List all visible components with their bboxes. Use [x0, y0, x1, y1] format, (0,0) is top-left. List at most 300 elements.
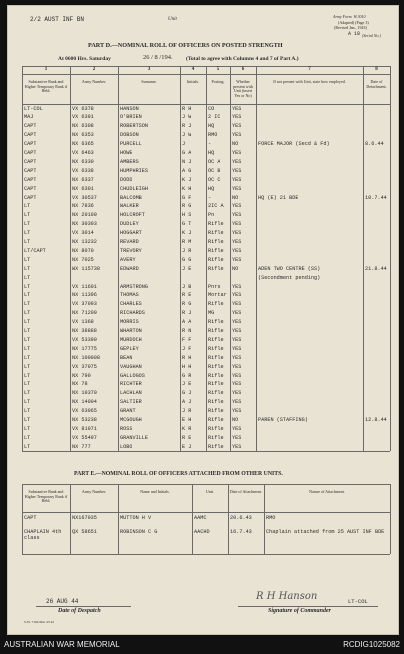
table-cell: VX 81071 [72, 425, 97, 432]
table-cell: NX 14004 [72, 399, 97, 406]
table-cell: A J [182, 399, 192, 406]
part-e-cell: AAMC [194, 515, 207, 521]
table-cell: G R [182, 372, 192, 379]
table-cell: NO [232, 265, 239, 272]
table-cell: LT [24, 292, 31, 299]
table-cell: (Secondment pending) [258, 274, 321, 281]
table-cell: ADEN TWO CENTRE (SS) [258, 265, 321, 272]
part-e-cell: Chaplain attached from 25 AUST INF BDE [266, 529, 385, 535]
despatch-label: Date of Despatch [58, 608, 101, 614]
table-cell: NO [232, 141, 239, 148]
form-line1: Army Form. W.3010 [333, 14, 366, 19]
table-cell: LT [24, 239, 31, 245]
part-e-column-rule [390, 484, 391, 554]
table-cell: R M [182, 239, 192, 245]
table-cell: LT [24, 230, 31, 237]
table-cell: Rifle [208, 221, 224, 228]
table-cell: VX 37093 [72, 301, 97, 308]
table-cell: NX 6353 [72, 132, 94, 139]
table-cell: VX 3014 [72, 230, 94, 237]
part-e-cell: RMO [266, 515, 276, 521]
table-cell: RMO [208, 132, 218, 139]
table-cell: REVARD [120, 239, 139, 245]
table-cell: YES [232, 212, 242, 219]
table-cell: BALCOMB [120, 194, 142, 201]
table-cell: HQ [208, 123, 215, 130]
table-cell: CAPT [24, 123, 37, 130]
table-cell: Rifle [208, 399, 224, 406]
table-cell: YES [232, 203, 242, 210]
table-cell: Rifle [208, 443, 224, 450]
column-header: Posting. [211, 79, 225, 84]
table-cell: J E [182, 265, 192, 272]
table-cell: ROSS [120, 425, 133, 432]
table-cell: GRANVILLE [120, 434, 149, 441]
table-cell: R N [182, 328, 192, 334]
table-cell: HUMPHRIES [120, 167, 149, 174]
table-cell: YES [232, 247, 242, 254]
column-number: 4 [191, 67, 195, 72]
table-cell: LT [24, 408, 31, 415]
table-cell: YES [232, 132, 242, 139]
table-cell: LT [24, 443, 31, 450]
table-cell: F F [182, 336, 192, 343]
table-cell: YES [232, 221, 242, 228]
part-d-subtitle-suffix: (Total to agree with Columns 4 and 7 of Part A.) [186, 56, 299, 62]
table-cell: E H [182, 417, 192, 423]
table-cell: DODD [120, 176, 133, 183]
table-cell: GEPLEY [120, 345, 139, 352]
table-cell: O'BRIEN [120, 114, 142, 121]
table-cell: YES [232, 328, 242, 334]
table-cell: NX 53238 [72, 417, 97, 423]
column-rule [256, 66, 257, 451]
table-cell: PURCELL [120, 141, 142, 148]
signature-scrawl: R H Hanson [256, 591, 318, 602]
table-cell: NX 20100 [72, 212, 97, 219]
table-cell: NX 78 [72, 381, 88, 388]
table-cell: LOBO [120, 443, 133, 450]
table-cell: R J [182, 123, 192, 130]
table-cell: NO [232, 194, 239, 201]
table-cell: CO [208, 105, 215, 112]
table-cell: NX 777 [72, 443, 91, 450]
table-cell: GALLOGOS [120, 372, 145, 379]
table-cell: CHARLES [120, 301, 142, 308]
table-cell: LT [24, 336, 31, 343]
table-cell: LT [24, 221, 31, 228]
column-rule [230, 66, 231, 451]
form-sheet [7, 5, 399, 635]
part-e-column-header: Substantive Rank and Higher Temporary Rank if Held. [24, 489, 68, 504]
table-cell: DOBSON [120, 132, 139, 139]
part-e-cell: QX 58651 [72, 529, 97, 535]
unit-label: Unit [168, 17, 177, 22]
table-cell: G J [182, 390, 192, 397]
table-cell: 8.6.44 [365, 141, 384, 148]
table-cell: LT [24, 354, 31, 361]
part-e-cell: CAPT [24, 515, 37, 521]
table-cell: ROBERTSON [120, 123, 149, 130]
table-cell: E J [182, 443, 192, 450]
table-cell: J B [182, 283, 192, 290]
table-cell: HANSON [120, 105, 139, 112]
table-cell: J F [182, 345, 192, 352]
table-cell: LT [24, 425, 31, 432]
table-cell: MAJ [24, 114, 34, 121]
signature-line [238, 606, 378, 607]
column-header: Surname. [141, 79, 157, 84]
column-number: 7 [308, 67, 311, 72]
table-cell: LT [24, 363, 31, 370]
table-cell: YES [232, 283, 242, 290]
column-number: 1 [44, 67, 48, 72]
table-cell: ARMSTRONG [120, 283, 149, 290]
table-cell: FORCE MAJOR (Secd & Fd) [258, 141, 330, 148]
part-e-cell: AACHD [194, 529, 210, 535]
table-cell: G G [182, 256, 192, 263]
column-rule [363, 66, 364, 451]
table-cell: NX 10370 [72, 390, 97, 397]
table-cell: 2 IC [208, 114, 221, 121]
table-cell: VX 6391 [72, 114, 94, 121]
table-cell: Rifle [208, 256, 224, 263]
part-e-cell: 20.6.43 [230, 515, 252, 521]
table-cell: J R [182, 408, 192, 415]
serial-value: A 18 [348, 31, 361, 37]
table-cell: Rifle [208, 319, 224, 326]
table-cell: HQ [208, 185, 215, 192]
table-cell: CAPT [24, 194, 37, 201]
table-cell: NX 7025 [72, 256, 94, 263]
table-cell: LT [24, 310, 31, 317]
table-cell: K J [182, 230, 192, 237]
table-cell: THOMAS [120, 292, 139, 299]
column-rule [22, 66, 23, 451]
table-cell: NX 38888 [72, 328, 97, 334]
caption-right: RCDIG1025082 [343, 640, 400, 649]
table-cell: LT [24, 283, 31, 290]
table-cell: LT [24, 203, 31, 210]
part-e-border-top [22, 484, 390, 485]
table-cell: YES [232, 319, 242, 326]
table-cell: YES [232, 167, 242, 174]
table-cell: WX 115738 [72, 265, 101, 272]
table-cell: OC C [208, 176, 221, 183]
table-cell: NX 17775 [72, 345, 97, 352]
table-cell: MURDOCH [120, 336, 142, 343]
column-header: Army Number. [81, 79, 107, 84]
table-cell: MORRIS [120, 319, 139, 326]
table-cell: HOLCROFT [120, 212, 145, 219]
table-cell: - [208, 141, 212, 148]
part-e-column-header: Army Number. [81, 489, 107, 494]
table-cell: YES [232, 239, 242, 245]
table-cell: J [182, 141, 186, 148]
table-cell: YES [232, 425, 242, 432]
table-cell: LT [24, 274, 31, 281]
table-cell: NX 7836 [72, 203, 94, 210]
part-e-cell: ROBINSON C G [120, 529, 158, 535]
table-cell: VX 1368 [72, 319, 94, 326]
table-cell: OC B [208, 167, 221, 174]
table-cell: NX 100008 [72, 354, 101, 361]
table-cell: VX 6463 [72, 150, 94, 156]
table-cell: Rifle [208, 354, 224, 361]
table-cell: R J [182, 310, 192, 317]
table-cell: Rifle [208, 390, 224, 397]
table-cell: CAPT [24, 185, 37, 192]
part-e-cell: NX167035 [72, 515, 97, 521]
table-cell: YES [232, 105, 242, 112]
table-cell: RICHTER [120, 381, 142, 388]
table-cell: LT [24, 372, 31, 379]
table-cell: YES [232, 434, 242, 441]
table-cell: EDWARD [120, 265, 139, 272]
table-cell: YES [232, 399, 242, 406]
table-cell: YES [232, 390, 242, 397]
table-cell: H H [182, 363, 192, 370]
table-cell: R E [182, 292, 192, 299]
despatch-line [36, 606, 131, 607]
column-rule [206, 66, 207, 451]
table-cell: R E [182, 434, 192, 441]
table-cell: Pn [208, 212, 215, 219]
table-cell: R H [182, 105, 192, 112]
table-cell: HQ (E) 21 BDE [258, 194, 299, 201]
table-cell: NX 6308 [72, 123, 94, 130]
table-cell: VX 55497 [72, 434, 97, 441]
table-cell: VX 53390 [72, 336, 97, 343]
form-line2: (Adapted) (Page 3) [338, 20, 369, 25]
table-cell: Pnrs [208, 283, 221, 290]
part-e-header-rule [22, 512, 390, 513]
table-cell: LT [24, 381, 31, 388]
table-cell: VX 11601 [72, 283, 97, 290]
part-e-cell: 16.7.43 [230, 529, 252, 535]
table-cell: VAUGHAN [120, 363, 142, 370]
table-cell: LACHLAN [120, 390, 142, 397]
part-e-column-header: Nature of Attachment. [309, 489, 345, 494]
table-cell: NX 71209 [72, 310, 97, 317]
table-cell: AVERY [120, 256, 136, 263]
signature-rank: LT-COL [348, 598, 368, 605]
table-cell: G A [182, 150, 192, 156]
table-cell: HOWE [120, 150, 133, 156]
column-header: If not present with Unit, state how employed. [273, 79, 346, 84]
table-cell: YES [232, 408, 242, 415]
column-number: 8 [375, 67, 378, 72]
table-cell: YES [232, 336, 242, 343]
table-cell: R G [182, 301, 192, 308]
column-number: 3 [147, 67, 151, 72]
table-cell: VX 37075 [72, 363, 97, 370]
print-code: S.W. 7194 Mar 43 42 [24, 620, 55, 624]
table-cell: LT [24, 319, 31, 326]
table-cell: NX 6365 [72, 141, 94, 148]
table-cell: A G [182, 167, 192, 174]
table-cell: YES [232, 381, 242, 388]
table-cell: NX 6301 [72, 185, 94, 192]
caption-left: AUSTRALIAN WAR MEMORIAL [4, 640, 120, 649]
table-cell: LT [24, 256, 31, 263]
part-e-column-header: Name and Initials. [140, 489, 170, 494]
table-cell: LT [24, 212, 31, 219]
table-cell: VX 6378 [72, 105, 94, 112]
table-cell: N J [182, 158, 192, 165]
table-cell: G T [182, 221, 192, 228]
table-cell: A A [182, 319, 192, 326]
table-cell: Rifle [208, 363, 224, 370]
column-header: Initials. [186, 79, 200, 84]
table-cell: VX 63065 [72, 408, 97, 415]
table-cell: K J [182, 176, 192, 183]
table-cell: BEAN [120, 354, 133, 361]
table-cell: Rifle [208, 425, 224, 432]
table-cell: YES [232, 176, 242, 183]
table-cell: NX 6330 [72, 158, 94, 165]
table-cell: YES [232, 372, 242, 379]
column-number: 6 [241, 67, 245, 72]
table-cell: Rifle [208, 247, 224, 254]
table-cell: Rifle [208, 336, 224, 343]
table-cell: CHUDLEIGH [120, 185, 149, 192]
table-cell: YES [232, 158, 242, 165]
table-cell: YES [232, 354, 242, 361]
table-cell: YES [232, 256, 242, 263]
table-cell: LT [24, 434, 31, 441]
column-rule [70, 66, 71, 451]
table-cell: LT [24, 301, 31, 308]
table-cell: Rifle [208, 239, 224, 245]
table-cell: LT [24, 328, 31, 334]
table-cell: PAREN (STAFFING) [258, 417, 308, 423]
form-line3: (Revised Jan., 1943) [334, 25, 367, 30]
table-cell: Rifle [208, 345, 224, 352]
table-cell: CAPT [24, 150, 37, 156]
table-cell: Rifle [208, 434, 224, 441]
table-cell: NX 790 [72, 372, 91, 379]
despatch-value: 26 AUG 44 [46, 598, 79, 605]
table-cell: YES [232, 345, 242, 352]
table-cell: TREVORY [120, 247, 142, 254]
table-cell: NX 8070 [72, 247, 94, 254]
part-e-column-header: Unit. [205, 489, 215, 494]
table-cell: LT [24, 399, 31, 406]
table-cell: J W [182, 132, 192, 139]
part-e-cell: MUTTON H V [120, 515, 152, 521]
table-cell: H S [182, 212, 192, 219]
table-cell: Mortar [208, 292, 227, 299]
column-rule [390, 66, 391, 451]
table-cell: J W [182, 114, 192, 121]
table-cell: MCGOUGH [120, 417, 142, 423]
table-cell: K R [182, 425, 192, 432]
table-cell: LT [24, 390, 31, 397]
column-number: 2 [92, 67, 96, 72]
table-cell: MG [208, 310, 215, 317]
table-cell: Rifle [208, 265, 224, 272]
table-cell: NX 13232 [72, 239, 97, 245]
column-header: Substantive Rank and Higher Temporary Rank if Held. [24, 79, 68, 94]
table-cell: Rifle [208, 301, 224, 308]
table-border-bottom [22, 451, 390, 452]
table-cell: Rifle [208, 230, 224, 237]
table-cell: CAPT [24, 158, 37, 165]
table-cell: R H [182, 354, 192, 361]
table-cell: NO [232, 417, 239, 423]
signature-label: Signature of Commander [268, 608, 332, 614]
table-cell: Rifle [208, 328, 224, 334]
part-e-cell: CHAPLAIN 4th class [24, 529, 62, 541]
unit-value: 2/2 AUST INF BN [30, 16, 85, 23]
table-cell: 2IC A [208, 203, 224, 210]
table-cell: YES [232, 443, 242, 450]
part-d-subtitle-date: 26 / 8 /194. [143, 54, 173, 61]
table-cell: CAPT [24, 176, 37, 183]
part-e-column-header: Date of Attachment. [229, 489, 263, 494]
table-cell: AMBERS [120, 158, 139, 165]
table-cell: YES [232, 310, 242, 317]
table-cell: YES [232, 114, 242, 121]
column-rule [180, 66, 181, 451]
column-header: Whether present with Unit (insert Yes or No) [233, 79, 253, 98]
table-cell: VX 30537 [72, 194, 97, 201]
table-cell: J E [182, 381, 192, 388]
table-cell: Rifle [208, 381, 224, 388]
table-cell: Rifle [208, 417, 224, 423]
table-cell: DUDLEY [120, 221, 139, 228]
table-cell: YES [232, 292, 242, 299]
table-cell: WALKER [120, 203, 139, 210]
table-cell: NX 30303 [72, 221, 97, 228]
table-cell: VX 6338 [72, 167, 94, 174]
table-cell: YES [232, 301, 242, 308]
part-d-subtitle-prefix: At 0600 Hrs. Saturday [58, 56, 111, 62]
table-cell: G F [182, 194, 192, 201]
serial-label: (Serial No.) [362, 33, 381, 38]
table-cell: YES [232, 185, 242, 192]
column-number: 5 [216, 67, 220, 72]
table-cell: SALTIER [120, 399, 142, 406]
table-cell: LT-COL [24, 105, 43, 112]
table-cell: J R [182, 247, 192, 254]
table-cell: WHARTON [120, 328, 142, 334]
part-d-title: PART D.—NOMINAL ROLL OF OFFICERS ON POSTED STRENGTH [88, 42, 283, 49]
table-cell: R G [182, 203, 192, 210]
table-cell: Rifle [208, 372, 224, 379]
table-cell: YES [232, 230, 242, 237]
table-cell: LT [24, 265, 31, 272]
table-cell: CAPT [24, 167, 37, 174]
table-cell: Rifle [208, 408, 224, 415]
table-cell: YES [232, 123, 242, 130]
table-cell: - [208, 194, 212, 201]
caption-bar [0, 636, 404, 654]
table-cell: 10.7.44 [365, 194, 387, 201]
table-cell: CAPT [24, 141, 37, 148]
table-cell: LT/CAPT [24, 247, 46, 254]
table-cell: CAPT [24, 132, 37, 139]
column-header: Date of Detachment. [366, 79, 387, 89]
table-cell: NX 6337 [72, 176, 94, 183]
table-cell: K H [182, 185, 192, 192]
table-cell: YES [232, 150, 242, 156]
part-e-title: PART E.—NOMINAL ROLL OF OFFICERS ATTACHED FROM OTHER UNITS. [74, 471, 283, 477]
table-cell: YES [232, 363, 242, 370]
column-rule [118, 66, 119, 451]
table-cell: NX 11396 [72, 292, 97, 299]
